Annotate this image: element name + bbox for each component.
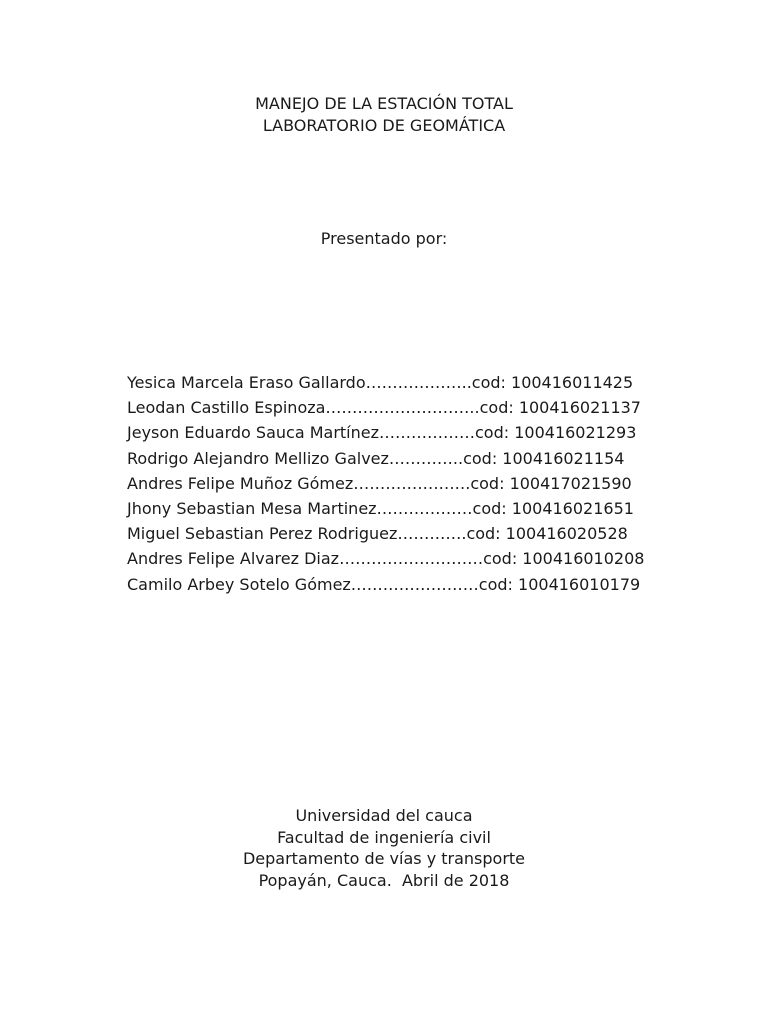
department-name: Departamento de vías y transporte: [242, 849, 526, 868]
member-line: Andres Felipe Muñoz Gómez………………….cod: 100417021590: [127, 473, 632, 493]
member-line: Andres Felipe Alvarez Diaz………………………cod: 100416010208: [127, 549, 645, 569]
members-list: [127, 370, 647, 597]
member-line: Miguel Sebastian Perez Rodriguez………….cod: 100416020528: [127, 524, 628, 544]
title-line-1: MANEJO DE LA ESTACIÓN TOTAL: [255, 94, 513, 113]
member-line: Jeyson Eduardo Sauca Martínez………………cod: 100416021293: [127, 423, 637, 443]
member-line: Camilo Arbey Sotelo Gómez……………………cod: 100416010179: [127, 574, 641, 594]
place-and-date: Popayán, Cauca. Abril de 2018: [258, 870, 510, 890]
member-line: Rodrigo Alejandro Mellizo Galvez…………..cod: 100416021154: [127, 448, 625, 468]
title-line-2: LABORATORIO DE GEOMÁTICA: [262, 115, 506, 135]
presented-by-label: Presentado por:: [320, 229, 448, 248]
document-title: [0, 93, 768, 136]
member-line: Yesica Marcela Eraso Gallardo………………..cod: 100416011425: [127, 373, 634, 392]
university-name: Universidad del cauca: [295, 806, 473, 825]
member-line: Jhony Sebastian Mesa Martinez………………cod: 100416021651: [127, 499, 634, 519]
institution-footer: [0, 805, 768, 891]
faculty-name: Facultad de ingeniería civil: [277, 827, 491, 847]
member-line: Leodan Castillo Espinoza………………………..cod: 100416021137: [127, 398, 641, 418]
presented-by-heading: [0, 228, 768, 250]
